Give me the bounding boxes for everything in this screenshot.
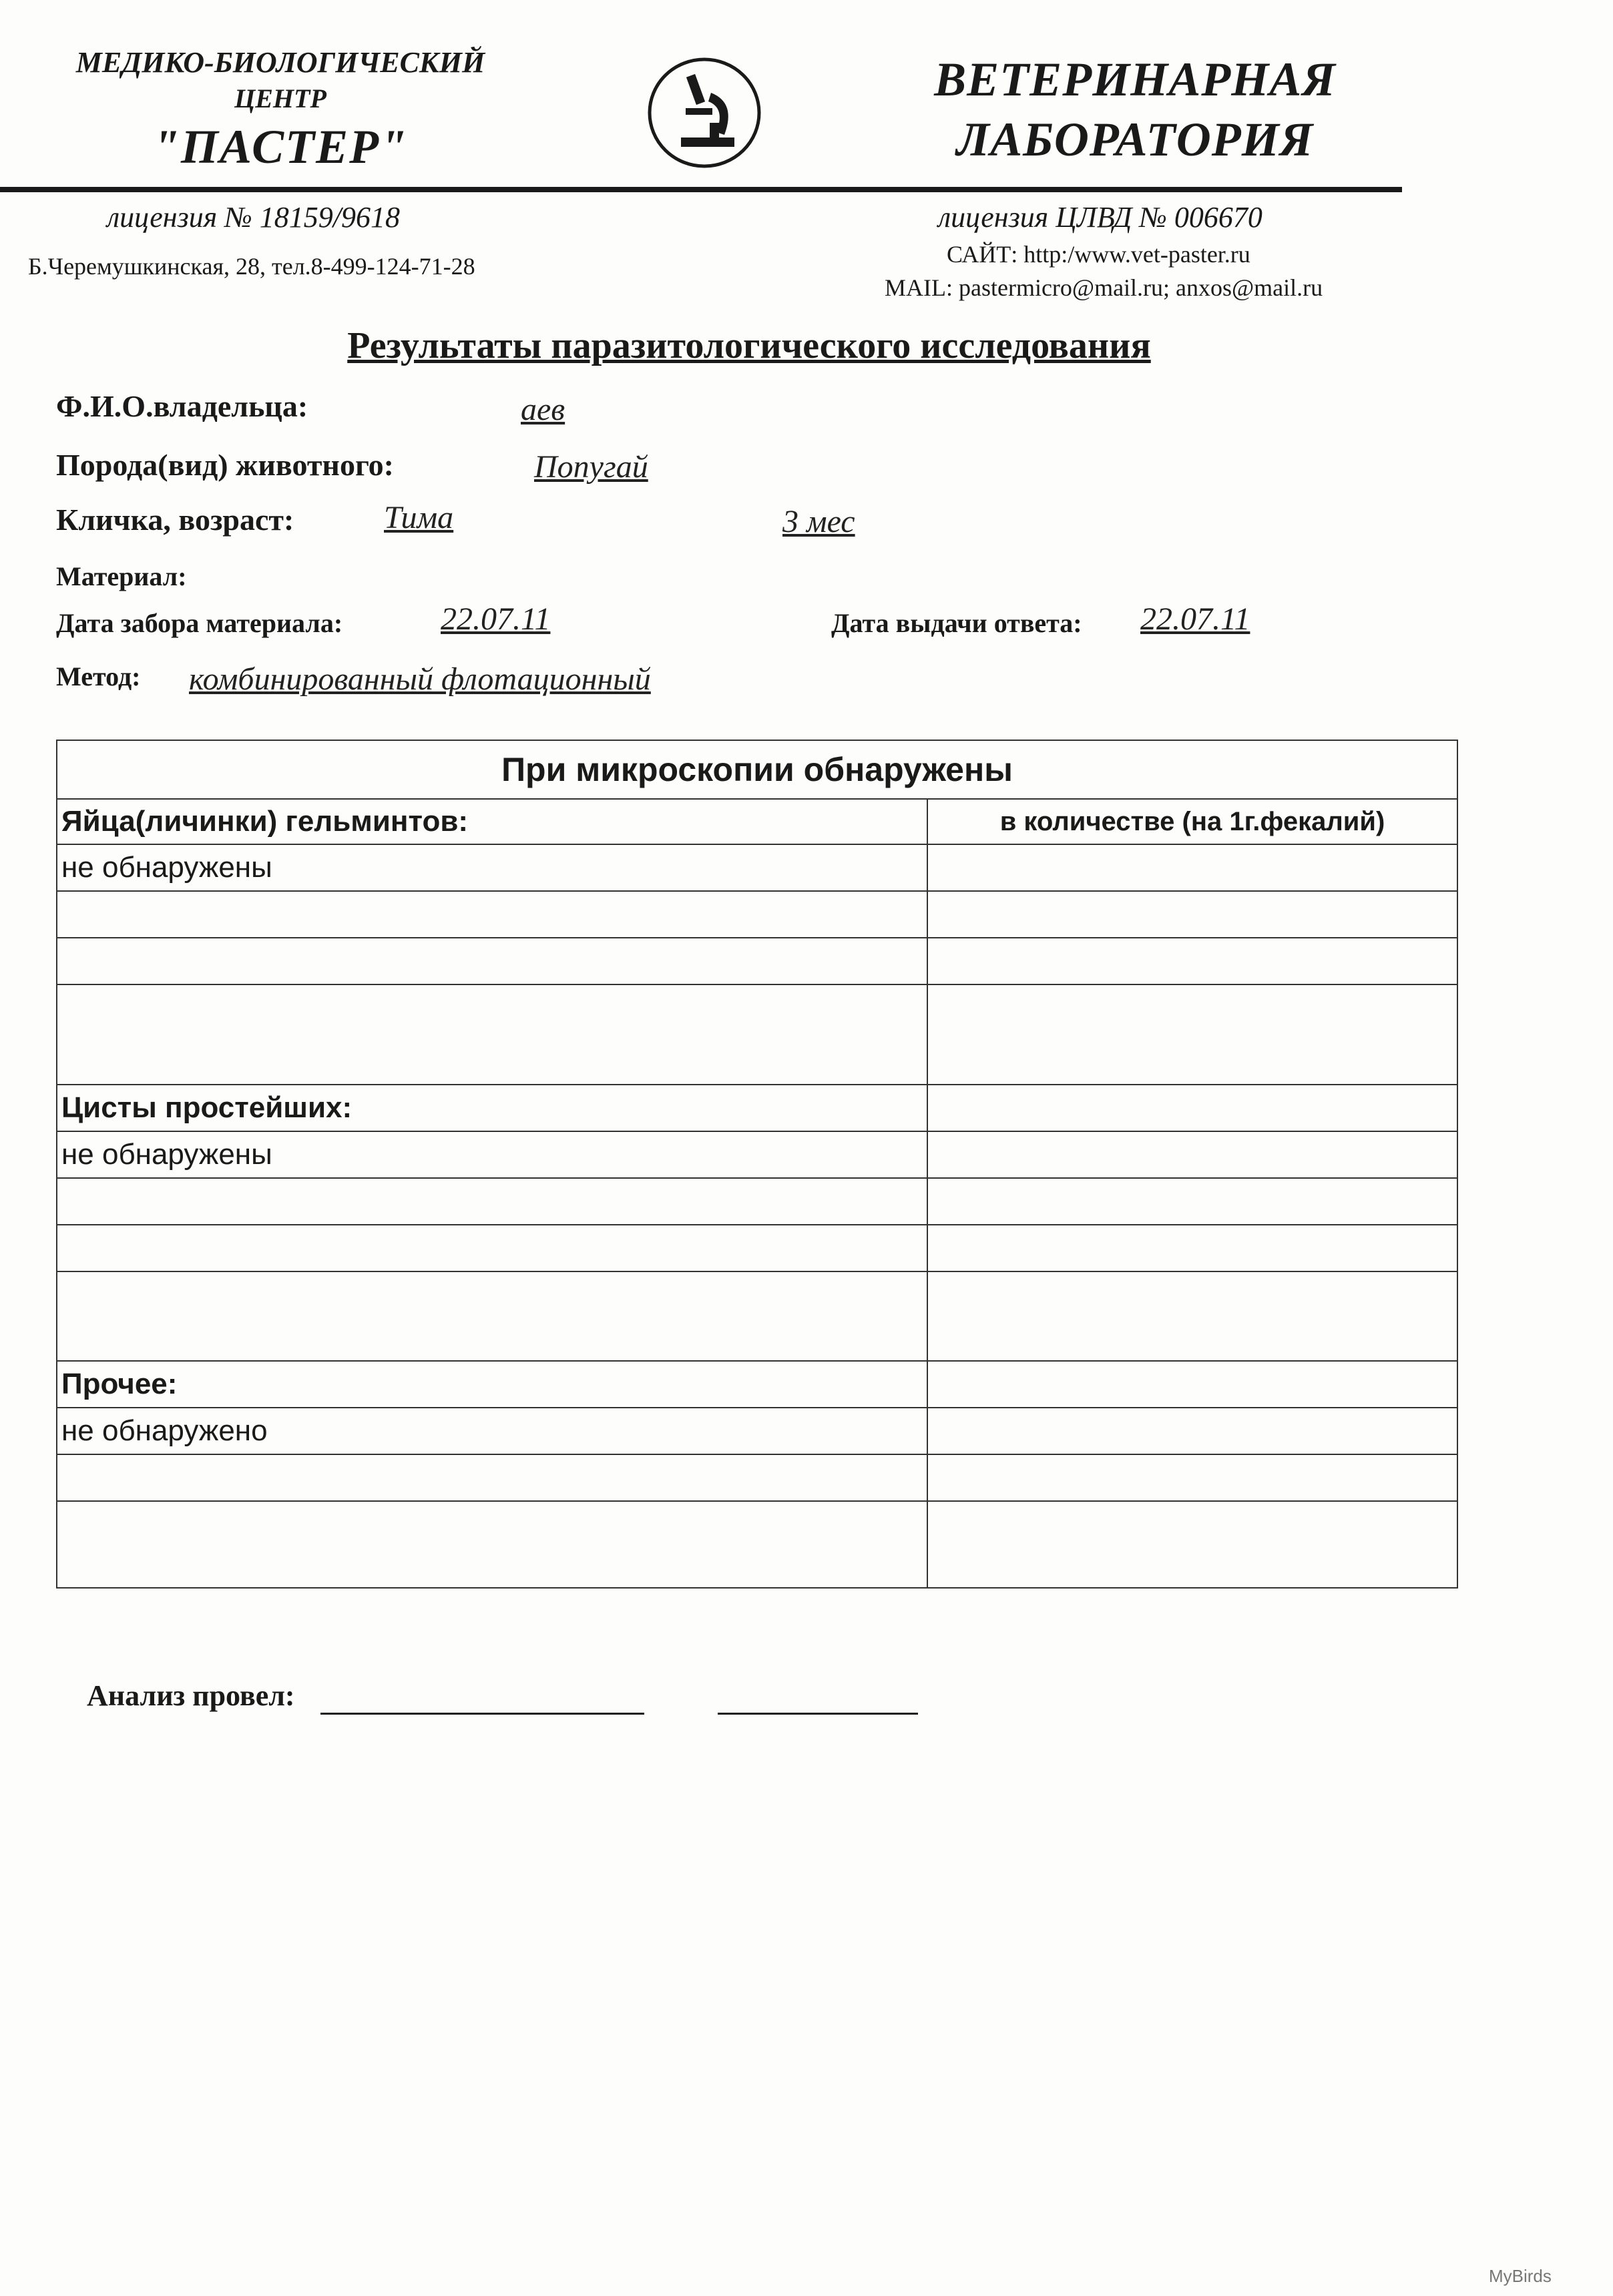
helminths-header: Яйца(личинки) гельминтов: (57, 799, 927, 844)
header-divider (0, 187, 1402, 192)
table-cell (57, 1178, 927, 1225)
signature-line (320, 1713, 644, 1715)
table-cell (57, 1454, 927, 1501)
table-cell (57, 1225, 927, 1271)
table-row (57, 799, 1457, 844)
breed-value: Попугай (534, 449, 648, 485)
table-cell (57, 891, 927, 938)
table-cell (927, 1271, 1457, 1361)
issue-date-value: 22.07.11 (1140, 601, 1250, 637)
pet-age-value: 3 мес (782, 504, 855, 539)
microscope-logo-icon (644, 56, 764, 170)
table-cell (927, 984, 1457, 1085)
results-table (56, 740, 1458, 1589)
table-cell (57, 984, 927, 1085)
table-row (57, 938, 1457, 984)
lab-name (875, 49, 1395, 170)
license-right: лицензия ЦЛВД № 006670 (938, 201, 1262, 234)
helminths-result: не обнаружены (57, 844, 927, 891)
document-title: Результаты паразитологического исследования (347, 325, 1151, 366)
table-row (57, 1501, 1457, 1588)
table-row (57, 1271, 1457, 1361)
table-cell (57, 1501, 927, 1588)
table-cell (927, 1225, 1457, 1271)
table-cell (57, 1271, 927, 1361)
owner-value: аев (521, 392, 565, 427)
other-result: не обнаружено (57, 1408, 927, 1454)
table-cell (927, 1454, 1457, 1501)
table-row (57, 891, 1457, 938)
table-cell (57, 938, 927, 984)
table-row (57, 1178, 1457, 1225)
collection-date-label: Дата забора материала: (56, 608, 343, 638)
other-header: Прочее: (57, 1361, 927, 1408)
table-row (57, 1454, 1457, 1501)
watermark: MyBirds (1489, 2266, 1552, 2286)
center-name (40, 44, 521, 178)
website: САЙТ: http:/www.vet-paster.ru (947, 241, 1250, 268)
table-cell (927, 938, 1457, 984)
table-row (57, 1408, 1457, 1454)
name-age-label: Кличка, возраст: (56, 503, 294, 537)
table-cell (927, 1361, 1457, 1408)
table-row (57, 1131, 1457, 1178)
breed-label: Порода(вид) животного: (56, 448, 394, 482)
table-row (57, 1085, 1457, 1131)
quantity-header: в количестве (на 1г.фекалий) (927, 799, 1457, 844)
center-name-line1: МЕДИКО-БИОЛОГИЧЕСКИЙ (75, 46, 485, 79)
table-row (57, 1225, 1457, 1271)
table-heading: При микроскопии обнаружены (57, 740, 1457, 799)
table-cell (927, 844, 1457, 891)
owner-label: Ф.И.О.владельца: (56, 389, 308, 423)
analyst-label: Анализ провел: (87, 1679, 295, 1712)
table-row (57, 844, 1457, 891)
lab-name-line1: ВЕТЕРИНАРНАЯ (934, 53, 1336, 106)
material-label: Материал: (56, 561, 187, 591)
table-cell (927, 1131, 1457, 1178)
table-cell (927, 1408, 1457, 1454)
pet-name-value: Тима (384, 500, 454, 535)
collection-date-value: 22.07.11 (441, 601, 551, 637)
center-name-line2: ЦЕНТР (234, 83, 326, 113)
table-cell (927, 1085, 1457, 1131)
method-label: Метод: (56, 661, 141, 691)
address: Б.Черемушкинская, 28, тел.8-499-124-71-28 (28, 253, 475, 280)
cysts-header: Цисты простейших: (57, 1085, 927, 1131)
lab-name-line2: ЛАБОРАТОРИЯ (956, 113, 1314, 166)
table-row (57, 984, 1457, 1085)
signature-line-short (718, 1713, 918, 1715)
license-left: лицензия № 18159/9618 (107, 201, 400, 234)
table-heading-row (57, 740, 1457, 799)
issue-date-label: Дата выдачи ответа: (831, 608, 1082, 638)
cysts-result: не обнаружены (57, 1131, 927, 1178)
email: MAIL: pastermicro@mail.ru; anxos@mail.ru (885, 274, 1323, 301)
method-value: комбинированный флотационный (189, 661, 651, 697)
table-cell (927, 1178, 1457, 1225)
table-cell (927, 891, 1457, 938)
table-row (57, 1361, 1457, 1408)
table-cell (927, 1501, 1457, 1588)
center-name-line3: "ПАСТЕР" (152, 120, 409, 174)
